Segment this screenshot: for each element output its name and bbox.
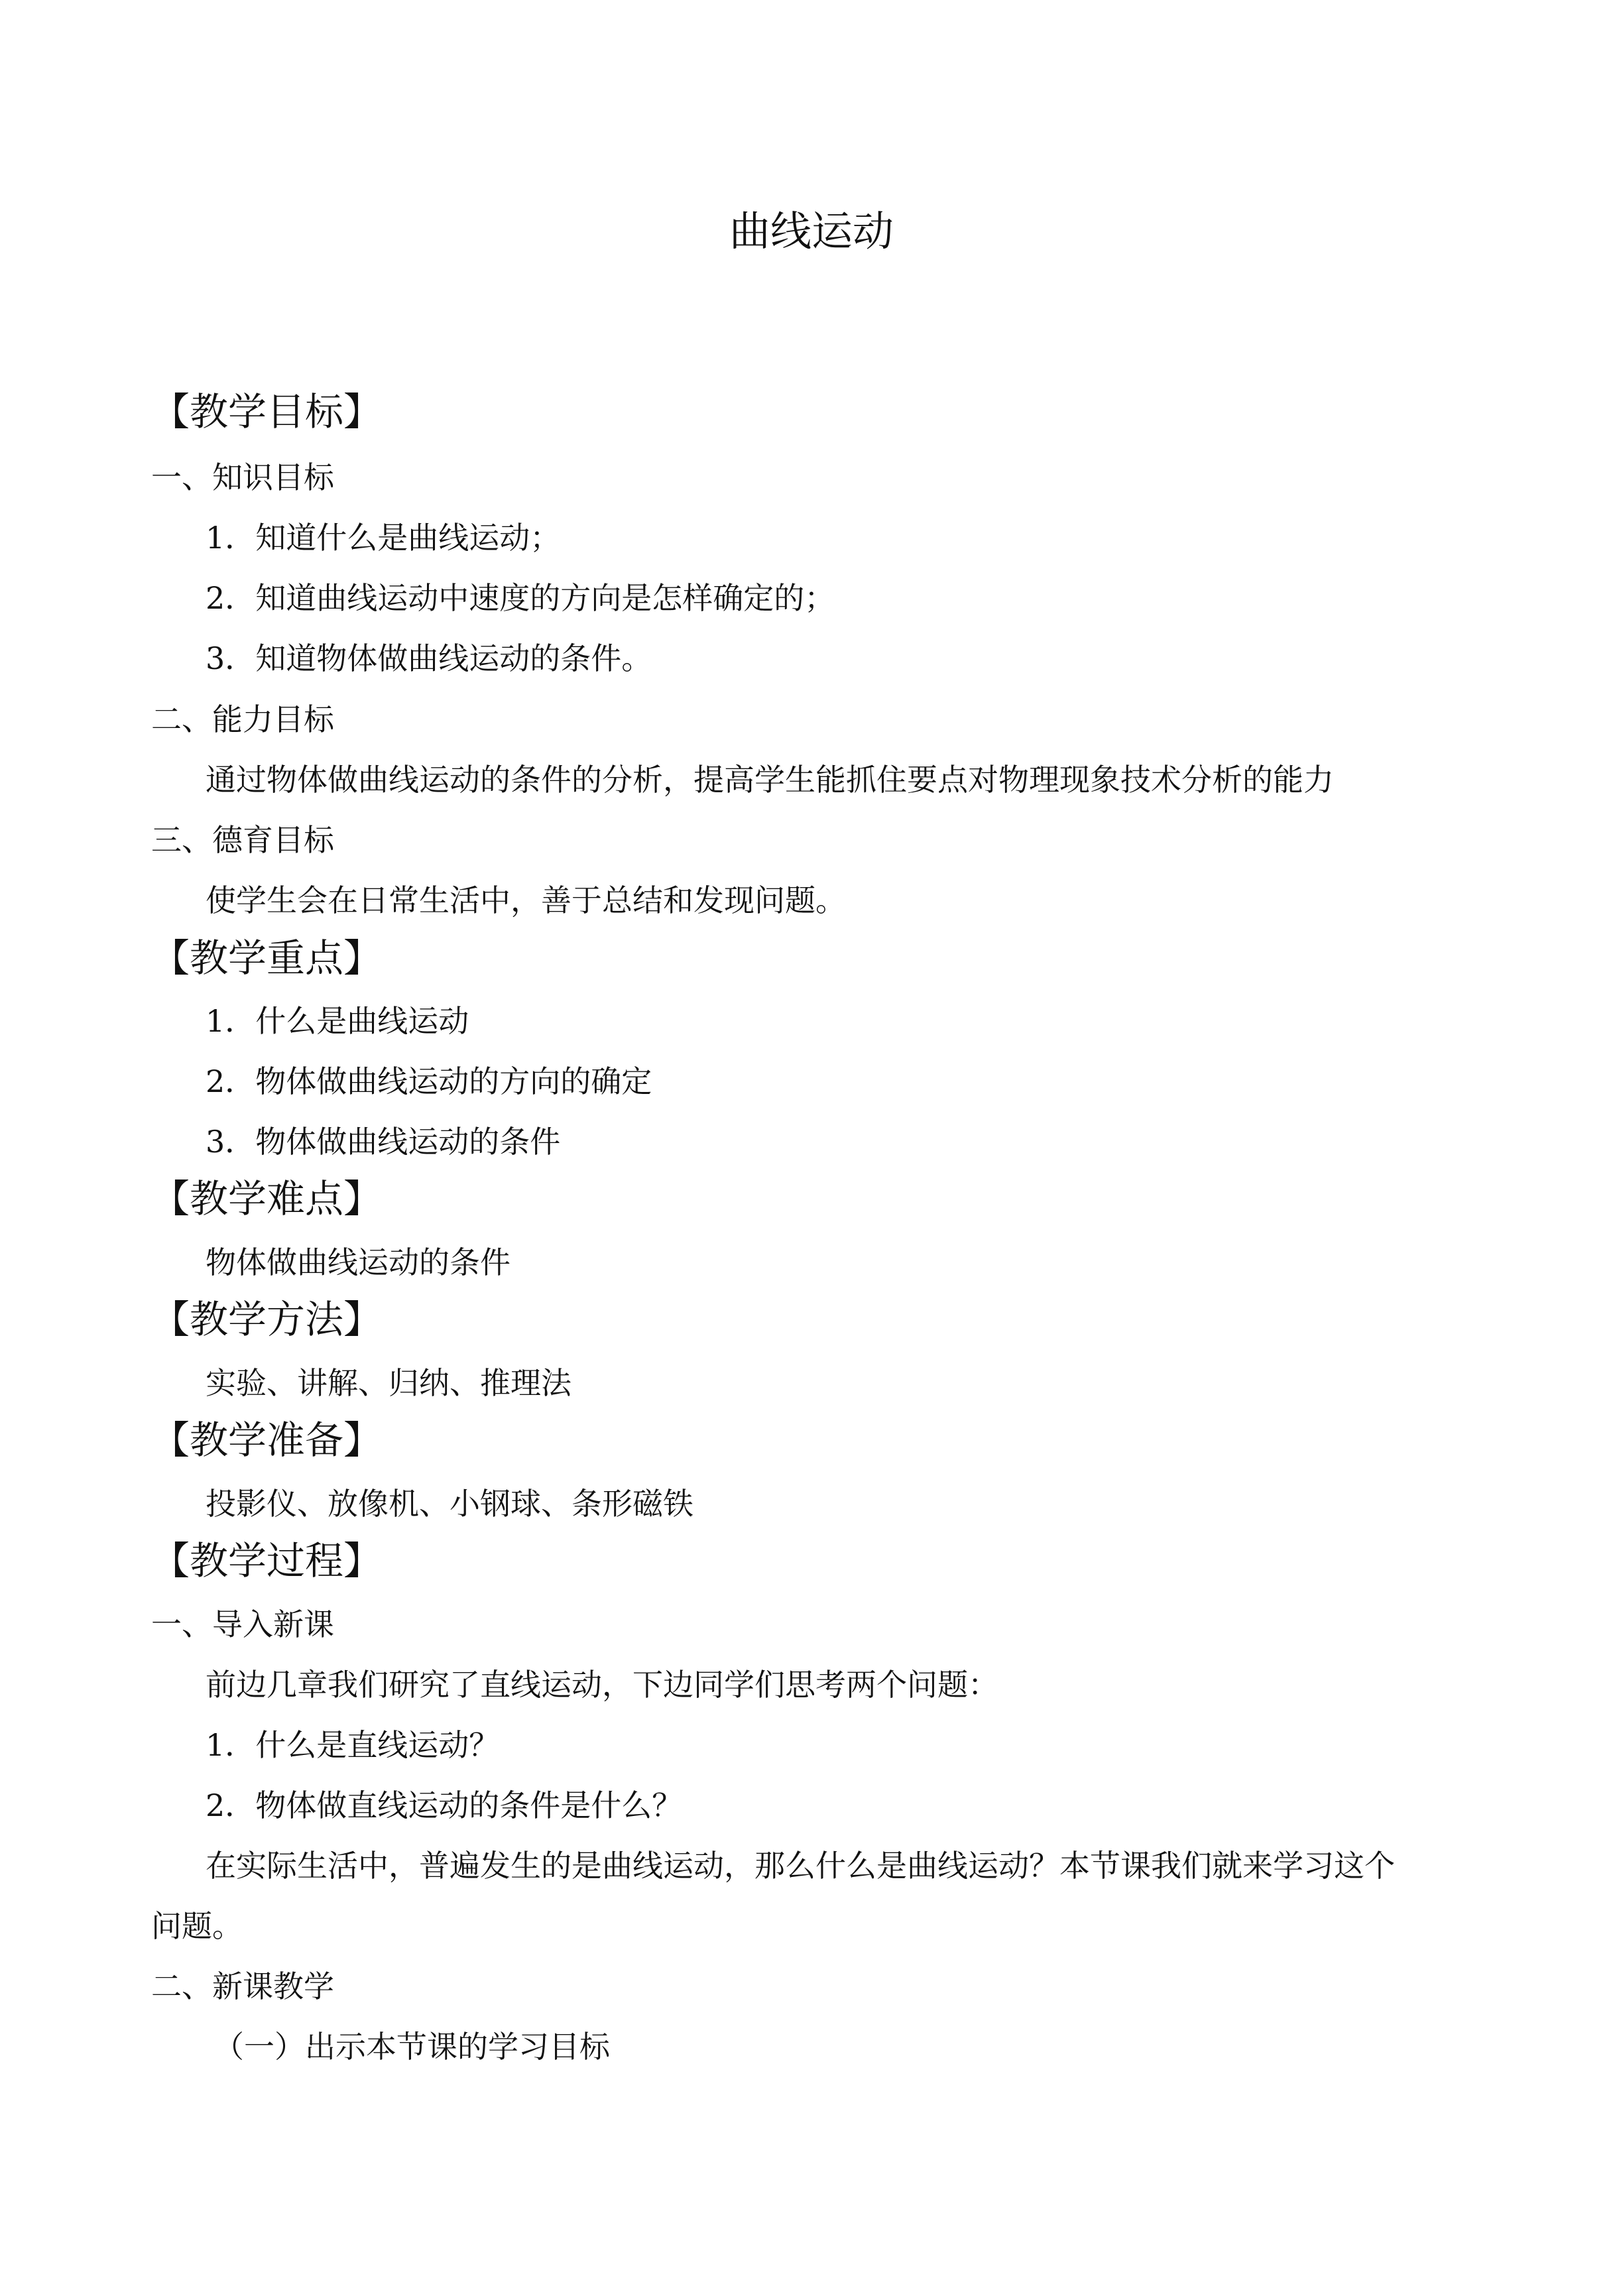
new-lesson-heading: 二、新课教学 — [151, 1968, 334, 2004]
knowledge-item-3: 3．知道物体做曲线运动的条件。 — [206, 640, 652, 676]
key-points-heading: 【教学重点】 — [151, 936, 383, 981]
methods-heading: 【教学方法】 — [151, 1297, 383, 1342]
knowledge-objectives-heading: 一、知识目标 — [151, 459, 334, 495]
intro-question-2: 2．物体做直线运动的条件是什么？ — [206, 1787, 683, 1823]
intro-question-1: 1．什么是直线运动？ — [206, 1727, 500, 1763]
intro-lead: 前边几章我们研究了直线运动，下边同学们思考两个问题： — [206, 1667, 998, 1703]
preparation-text: 投影仪、放像机、小钢球、条形磁铁 — [206, 1486, 693, 1522]
process-heading: 【教学过程】 — [151, 1538, 383, 1583]
difficulties-text: 物体做曲线运动的条件 — [206, 1244, 511, 1280]
objectives-heading: 【教学目标】 — [151, 389, 383, 434]
intro-heading: 一、导入新课 — [151, 1606, 334, 1642]
methods-text: 实验、讲解、归纳、推理法 — [206, 1365, 571, 1401]
ability-objectives-text: 通过物体做曲线运动的条件的分析，提高学生能抓住要点对物理现象技术分析的能力 — [206, 762, 1334, 798]
moral-objectives-heading: 三、德育目标 — [151, 822, 334, 858]
intro-paragraph-line-2: 问题。 — [151, 1908, 243, 1944]
document-title: 曲线运动 — [729, 207, 894, 255]
ability-objectives-heading: 二、能力目标 — [151, 701, 334, 737]
preparation-heading: 【教学准备】 — [151, 1418, 383, 1463]
moral-objectives-text: 使学生会在日常生活中，善于总结和发现问题。 — [206, 882, 846, 918]
new-lesson-sub-1: （一）出示本节课的学习目标 — [213, 2029, 610, 2065]
knowledge-item-2: 2．知道曲线运动中速度的方向是怎样确定的； — [206, 580, 835, 616]
difficulties-heading: 【教学难点】 — [151, 1176, 383, 1221]
key-point-item-3: 3．物体做曲线运动的条件 — [206, 1124, 561, 1160]
intro-paragraph-line-1: 在实际生活中，普遍发生的是曲线运动，那么什么是曲线运动？本节课我们就来学习这个 — [206, 1848, 1395, 1884]
key-point-item-2: 2．物体做曲线运动的方向的确定 — [206, 1063, 652, 1099]
key-point-item-1: 1．什么是曲线运动 — [206, 1003, 469, 1039]
knowledge-item-1: 1．知道什么是曲线运动； — [206, 520, 561, 556]
